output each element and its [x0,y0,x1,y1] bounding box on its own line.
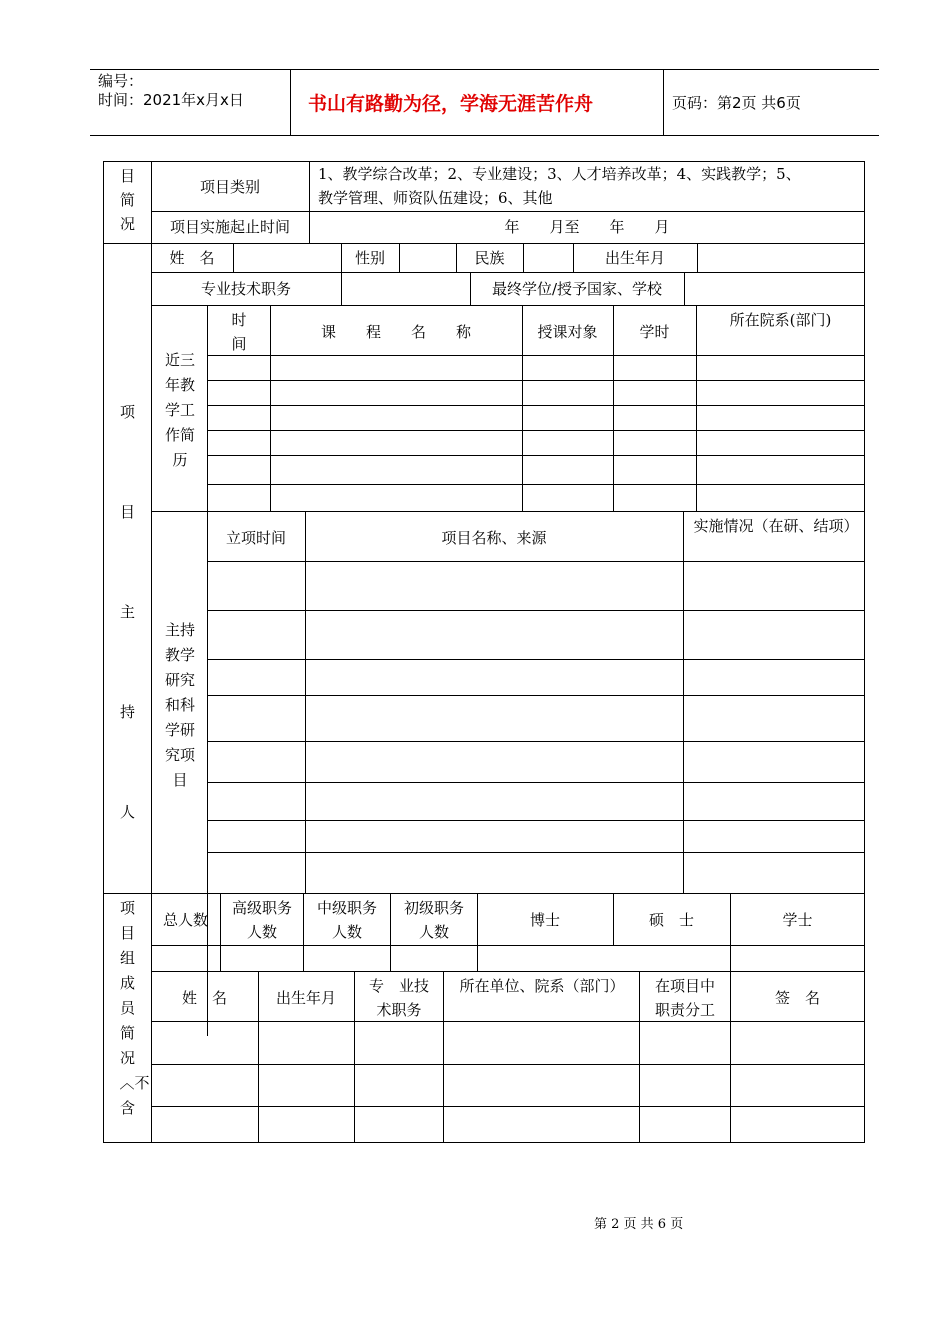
members-header-bachelor: 学士 [782,911,813,929]
section-rule [104,243,865,244]
cell-divider [390,893,391,971]
row-rule [207,455,865,456]
row-rule [151,305,865,306]
row-rule [207,405,865,406]
row-rule [207,695,865,696]
teaching-header-time: 时间 [231,311,247,353]
members-header-total: 总人数 [162,911,208,929]
list-header-signature: 签 名 [774,989,820,1007]
ethnicity-label: 民族 [474,249,505,267]
list-header-unit: 所在单位、院系（部门） [459,977,625,995]
research-header-start: 立项时间 [225,529,286,547]
cell-divider [354,971,355,1143]
cell-divider [730,893,731,971]
teaching-header-audience: 授课对象 [537,323,598,341]
row-rule [207,561,865,562]
row-rule [207,852,865,853]
members-header-master: 硕 士 [648,911,694,929]
row-rule [151,1064,865,1065]
section-rule [151,511,865,512]
teaching-label-text: 近三年教学工作简历 [164,351,195,469]
footer-page-number: 第 2 页 共 6 页 [594,1217,684,1232]
header-divider [663,69,664,135]
teaching-header-hours: 学时 [639,323,670,341]
cell-divider [697,243,698,272]
category-label: 项目类别 [199,178,260,196]
code-label: 编号： [98,72,144,90]
period-value: 年 月至 年 月 [504,218,670,236]
list-header-role: 在项目中职责分工 [654,977,715,1019]
cell-divider [639,971,640,1143]
host-label-text: 项目主持人 [119,403,135,821]
birth-label: 出生年月 [604,249,665,267]
members-header-middle: 中级职务人数 [316,899,377,941]
category-options-line2: 教学管理、师资队伍建设；6、其他 [318,189,553,207]
row-rule [207,355,865,356]
row-rule [207,430,865,431]
host-section-label [104,362,151,862]
row-rule [151,272,865,273]
teaching-section-label [158,348,202,473]
cell-divider [684,272,685,305]
row-rule [151,1021,865,1022]
header-divider [290,69,291,135]
cell-divider [477,893,478,971]
row-rule [207,782,865,783]
category-options-line1: 1、教学综合改革；2、专业建设；3、人才培养改革；4、实践教学；5、 [318,165,801,183]
research-header-status: 实施情况（在研、结项） [693,517,859,535]
header-bottom-rule [90,135,879,136]
members-section-label [104,896,151,1121]
row-rule [151,211,865,212]
research-section-label [158,618,202,793]
members-label-text: 项目组成员简况︿不含 [119,899,150,1117]
overview-label-text: 目简况 [119,167,135,233]
list-header-birth: 出生年月 [275,989,336,1007]
teaching-header-course: 课 程 名 称 [320,323,471,341]
row-rule [207,484,865,485]
row-rule [207,741,865,742]
teaching-header-department: 所在院系(部门) [729,311,832,329]
motto: 书山有路勤为径，学海无涯苦作舟 [308,93,594,115]
project-form [103,161,865,1143]
cell-divider [305,511,306,893]
degree-label: 最终学位/授予国家、学校 [491,280,663,298]
research-header-name: 项目名称、来源 [441,529,547,547]
cell-divider [233,243,234,272]
overview-section-label [104,164,151,236]
cell-divider [523,243,524,272]
time-label: 时间：2021年x月x日 [98,91,244,109]
cell-divider [443,971,444,1143]
page-label: 页码：第2页 共6页 [672,94,801,112]
research-label-text: 主持教学研究和科学研究项目 [164,621,195,789]
row-rule [207,380,865,381]
cell-divider [683,511,684,893]
cell-divider [399,243,400,272]
gender-label: 性别 [354,249,385,267]
row-rule [151,1106,865,1107]
section-rule [104,893,865,894]
members-header-junior: 初级职务人数 [403,899,464,941]
row-rule [151,945,865,946]
name-label: 姓 名 [169,249,215,267]
cell-divider [220,893,221,971]
row-rule [207,820,865,821]
row-rule [207,610,865,611]
cell-divider [303,893,304,971]
members-header-senior: 高级职务人数 [231,899,292,941]
members-header-phd: 博士 [529,911,560,929]
period-label: 项目实施起止时间 [169,218,290,236]
cell-divider [696,305,697,511]
list-header-name: 姓 名 [181,989,227,1007]
title-label: 专业技术职务 [200,280,291,298]
header-top-rule [90,69,879,70]
row-rule [207,659,865,660]
list-header-title: 专 业技术职务 [368,977,429,1019]
